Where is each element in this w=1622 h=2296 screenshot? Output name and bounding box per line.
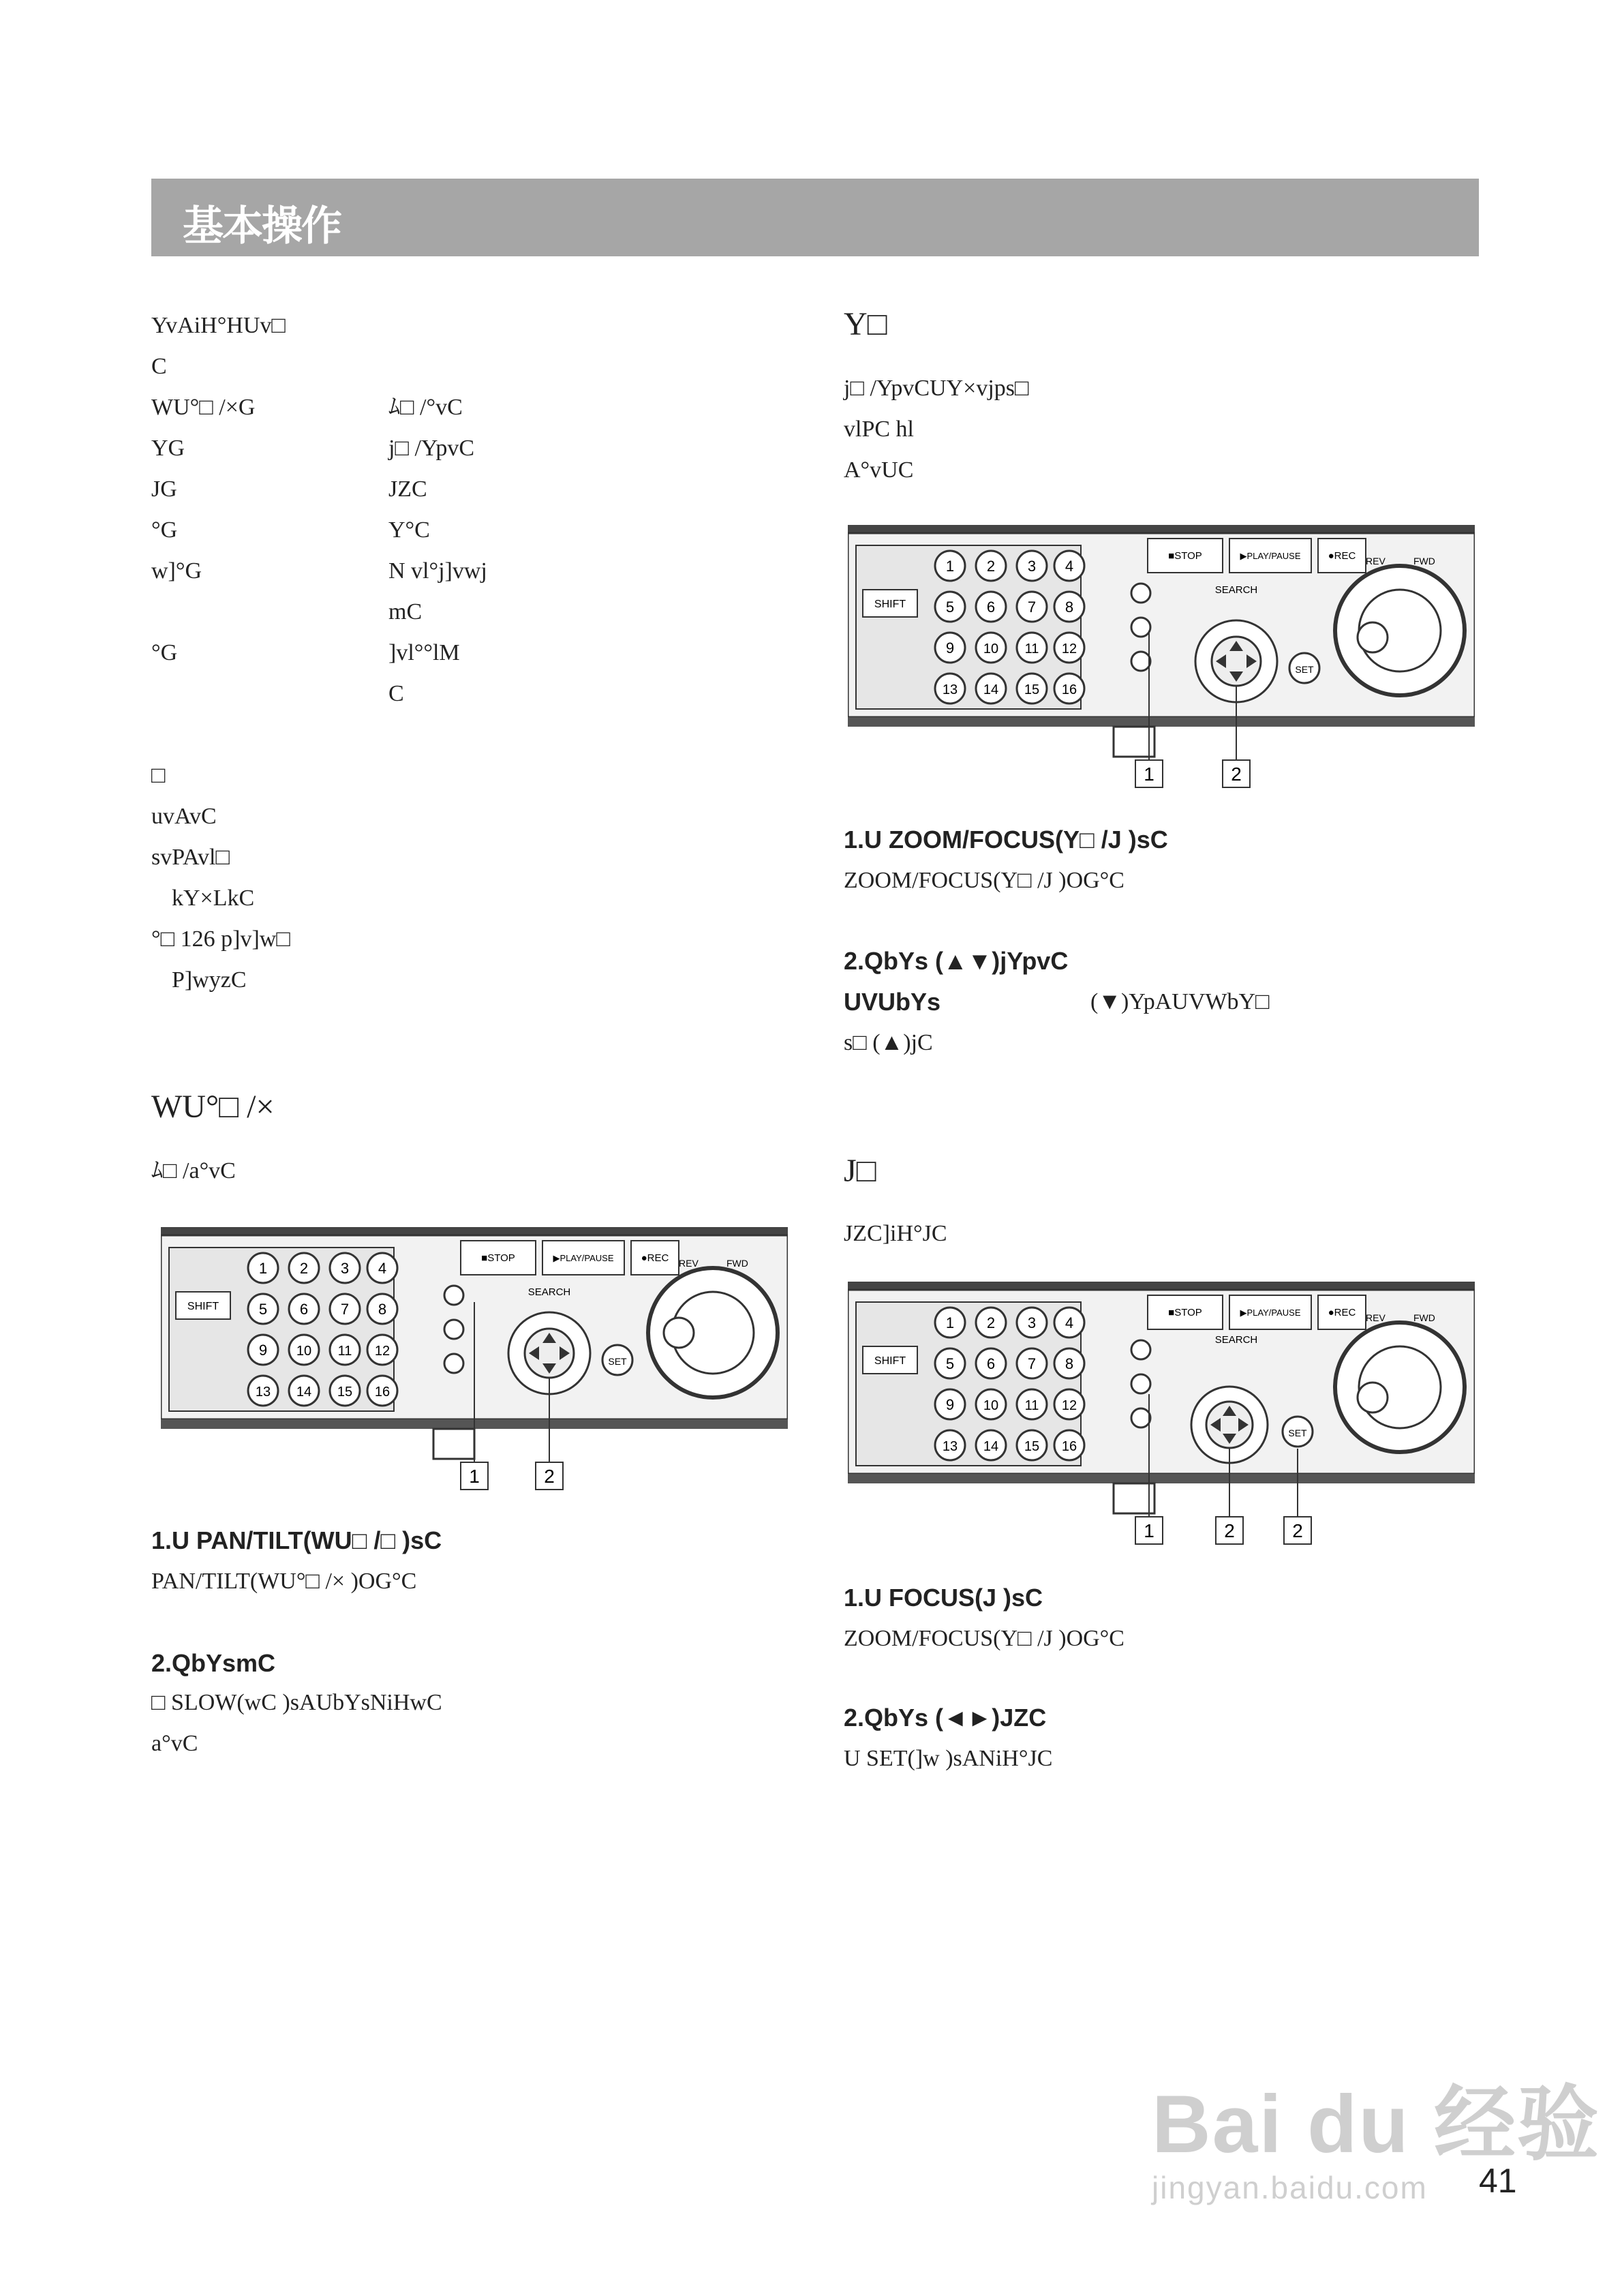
side-button bbox=[444, 1354, 463, 1373]
key-5-label: 5 bbox=[945, 599, 955, 616]
key-7-label: 7 bbox=[1027, 599, 1037, 616]
search-label: SEARCH bbox=[1214, 584, 1258, 596]
key-11-label: 11 bbox=[337, 1344, 352, 1359]
panel-bottom-rail bbox=[848, 1474, 1475, 1483]
intro-line: °G bbox=[151, 640, 178, 665]
play-pause-key-label: ▶PLAY/PAUSE bbox=[553, 1253, 614, 1263]
rev-label: REV bbox=[1366, 1312, 1386, 1323]
key-15-label: 15 bbox=[1024, 682, 1040, 697]
key-10-label: 10 bbox=[983, 641, 999, 656]
key-8-label: 8 bbox=[1065, 599, 1074, 616]
panel-top-rail bbox=[848, 1282, 1475, 1290]
panel-top-rail bbox=[161, 1227, 788, 1235]
key-1-label: 1 bbox=[258, 1260, 268, 1277]
side-button bbox=[444, 1320, 463, 1339]
side-button bbox=[1131, 1340, 1150, 1359]
search-label: SEARCH bbox=[1214, 1334, 1258, 1346]
set-button-label: SET bbox=[1295, 664, 1314, 675]
pan-tilt-step2-body: a°vC bbox=[151, 1731, 198, 1756]
pan-tilt-step1-body: PAN/TILT(WU°□ /× )OG°C bbox=[151, 1569, 417, 1594]
panel-bottom-rail bbox=[848, 717, 1475, 727]
key-13-label: 13 bbox=[255, 1385, 271, 1400]
rec-key-label: ●REC bbox=[1328, 550, 1356, 562]
note-line: □ bbox=[151, 763, 166, 788]
panel-foot bbox=[433, 1429, 474, 1459]
focus-step2-body: U SET(]w )sANiH°JC bbox=[844, 1746, 1053, 1771]
key-12-label: 12 bbox=[1061, 641, 1077, 656]
key-2-label: 2 bbox=[299, 1260, 309, 1277]
focus-step2-title: 2.QbYs (◄►)JZC bbox=[844, 1704, 1047, 1732]
pan-tilt-heading: WU°□ /× bbox=[151, 1089, 275, 1125]
key-11-label: 11 bbox=[1024, 641, 1039, 656]
page-number: 41 bbox=[1479, 2162, 1517, 2200]
play-pause-key-label: ▶PLAY/PAUSE bbox=[1240, 551, 1301, 561]
side-button bbox=[444, 1286, 463, 1305]
side-button bbox=[1131, 652, 1150, 671]
key-6-label: 6 bbox=[986, 599, 996, 616]
key-13-label: 13 bbox=[942, 682, 958, 697]
key-8-label: 8 bbox=[1065, 1355, 1074, 1372]
key-9-label: 9 bbox=[945, 639, 955, 656]
rec-key-label: ●REC bbox=[1328, 1307, 1356, 1318]
key-1-label: 1 bbox=[945, 558, 955, 575]
key-10-label: 10 bbox=[296, 1344, 312, 1359]
callout-number: 2 bbox=[1231, 764, 1242, 785]
jog-knob bbox=[1358, 1383, 1388, 1413]
key-5-label: 5 bbox=[258, 1301, 268, 1318]
callout-number: 1 bbox=[1144, 764, 1154, 785]
callout-number: 2 bbox=[544, 1466, 555, 1487]
key-1-label: 1 bbox=[945, 1314, 955, 1331]
zoom-step2-line: (▼)YpAUVWbY□ bbox=[1090, 989, 1270, 1014]
note-line: svPAvl□ bbox=[151, 845, 230, 870]
focus-heading: J□ bbox=[844, 1153, 876, 1189]
intro-right-line: ﾑ□ /°vC bbox=[388, 395, 463, 420]
key-6-label: 6 bbox=[986, 1355, 996, 1372]
note-line: °□ 126 p]v]w□ bbox=[151, 926, 290, 952]
key-6-label: 6 bbox=[299, 1301, 309, 1318]
intro-line: JG bbox=[151, 477, 177, 502]
stop-key-label: ■STOP bbox=[1168, 550, 1202, 562]
key-11-label: 11 bbox=[1024, 1398, 1039, 1413]
shift-key-label: SHIFT bbox=[187, 1301, 219, 1312]
key-13-label: 13 bbox=[942, 1439, 958, 1454]
key-2-label: 2 bbox=[986, 1314, 996, 1331]
section-header-bar bbox=[151, 179, 1479, 256]
jog-knob bbox=[1358, 622, 1388, 652]
intro-right-line: j□ /YpvC bbox=[388, 436, 475, 461]
watermark-url: jingyan.baidu.com bbox=[1152, 2170, 1428, 2205]
intro-line: YvAiH°HUv□ bbox=[151, 313, 286, 338]
stop-key-label: ■STOP bbox=[481, 1252, 515, 1264]
note-line: P]wyzC bbox=[172, 967, 247, 993]
key-10-label: 10 bbox=[983, 1398, 999, 1413]
set-button-label: SET bbox=[1288, 1428, 1307, 1438]
callout-number: 2 bbox=[1292, 1520, 1303, 1541]
key-15-label: 15 bbox=[1024, 1439, 1040, 1454]
key-2-label: 2 bbox=[986, 558, 996, 575]
note-line: kY×LkC bbox=[172, 886, 255, 911]
key-14-label: 14 bbox=[296, 1385, 312, 1400]
key-16-label: 16 bbox=[1061, 682, 1077, 697]
key-14-label: 14 bbox=[983, 1439, 999, 1454]
zoom-line: vlPC hl bbox=[844, 417, 914, 442]
key-9-label: 9 bbox=[258, 1342, 268, 1359]
intro-right-line: N vl°j]vwj bbox=[388, 558, 487, 584]
callout-number: 1 bbox=[1144, 1520, 1154, 1541]
key-4-label: 4 bbox=[1065, 1314, 1074, 1331]
side-button bbox=[1131, 584, 1150, 603]
zoom-line: A°vUC bbox=[844, 457, 914, 483]
zoom-step1-title: 1.U ZOOM/FOCUS(Y□ /J )sC bbox=[844, 826, 1168, 854]
stop-key-label: ■STOP bbox=[1168, 1307, 1202, 1318]
fwd-label: FWD bbox=[1413, 556, 1435, 567]
note-line: uvAvC bbox=[151, 804, 217, 829]
zoom-step2-line: s□ (▲)jC bbox=[844, 1030, 933, 1055]
intro-right-line: Y°C bbox=[388, 517, 430, 543]
key-12-label: 12 bbox=[1061, 1398, 1077, 1413]
watermark-logo: Bai du 经验 bbox=[1152, 2079, 1601, 2170]
intro-line: °G bbox=[151, 517, 178, 543]
rec-key-label: ●REC bbox=[641, 1252, 669, 1264]
key-3-label: 3 bbox=[340, 1260, 350, 1277]
controller-panel-illustration-focus bbox=[848, 1275, 1475, 1547]
search-label: SEARCH bbox=[527, 1286, 571, 1298]
key-12-label: 12 bbox=[374, 1344, 391, 1359]
focus-step1-title: 1.U FOCUS(J )sC bbox=[844, 1584, 1043, 1612]
controller-panel-illustration-zoom bbox=[848, 518, 1475, 791]
pan-tilt-subtitle: ﾑ□ /a°vC bbox=[151, 1158, 236, 1183]
pan-tilt-step1-title: 1.U PAN/TILT(WU□ /□ )sC bbox=[151, 1526, 442, 1554]
baidu-watermark bbox=[1152, 2059, 1600, 2206]
key-9-label: 9 bbox=[945, 1396, 955, 1413]
intro-line: w]°G bbox=[151, 558, 202, 584]
zoom-step2-line: UVUbYs bbox=[844, 988, 941, 1016]
zoom-heading: Y□ bbox=[844, 306, 887, 342]
pan-tilt-step2-body: □ SLOW(wC )sAUbYsNiHwC bbox=[151, 1690, 442, 1715]
shift-key-label: SHIFT bbox=[874, 1355, 906, 1367]
key-4-label: 4 bbox=[378, 1260, 387, 1277]
intro-right-line: JZC bbox=[388, 477, 427, 502]
focus-step1-body: ZOOM/FOCUS(Y□ /J )OG°C bbox=[844, 1626, 1124, 1651]
section-title: 基本操作 bbox=[183, 203, 341, 249]
fwd-label: FWD bbox=[726, 1258, 748, 1269]
side-button bbox=[1131, 1374, 1150, 1393]
focus-subtitle: JZC]iH°JC bbox=[844, 1221, 947, 1246]
intro-right-line: ]vl°°lM bbox=[388, 640, 460, 665]
jog-knob bbox=[664, 1318, 694, 1348]
key-16-label: 16 bbox=[1061, 1439, 1077, 1454]
callout-number: 1 bbox=[469, 1466, 480, 1487]
intro-line: C bbox=[151, 354, 167, 379]
play-pause-key-label: ▶PLAY/PAUSE bbox=[1240, 1308, 1301, 1318]
key-15-label: 15 bbox=[337, 1385, 353, 1400]
zoom-step2-title: 2.QbYs (▲▼)jYpvC bbox=[844, 947, 1069, 975]
panel-top-rail bbox=[848, 525, 1475, 533]
key-4-label: 4 bbox=[1065, 558, 1074, 575]
key-14-label: 14 bbox=[983, 682, 999, 697]
set-button-label: SET bbox=[608, 1356, 627, 1367]
shift-key-label: SHIFT bbox=[874, 599, 906, 610]
key-16-label: 16 bbox=[374, 1385, 391, 1400]
side-button bbox=[1131, 1408, 1150, 1428]
key-3-label: 3 bbox=[1027, 1314, 1037, 1331]
fwd-label: FWD bbox=[1413, 1312, 1435, 1323]
intro-right-line: C bbox=[388, 681, 404, 706]
zoom-step1-body: ZOOM/FOCUS(Y□ /J )OG°C bbox=[844, 868, 1124, 893]
key-5-label: 5 bbox=[945, 1355, 955, 1372]
rev-label: REV bbox=[1366, 556, 1386, 567]
callout-number: 2 bbox=[1224, 1520, 1235, 1541]
side-button bbox=[1131, 618, 1150, 637]
intro-right-line: mC bbox=[388, 599, 423, 624]
zoom-line: j□ /YpvCUY×vjps□ bbox=[844, 376, 1029, 401]
key-8-label: 8 bbox=[378, 1301, 387, 1318]
intro-line: WU°□ /×G bbox=[151, 395, 256, 420]
key-7-label: 7 bbox=[1027, 1355, 1037, 1372]
intro-line: YG bbox=[151, 436, 185, 461]
key-7-label: 7 bbox=[340, 1301, 350, 1318]
rev-label: REV bbox=[679, 1258, 699, 1269]
controller-panel-illustration-left bbox=[161, 1220, 788, 1493]
key-3-label: 3 bbox=[1027, 558, 1037, 575]
pan-tilt-step2-title: 2.QbYsmC bbox=[151, 1649, 276, 1677]
